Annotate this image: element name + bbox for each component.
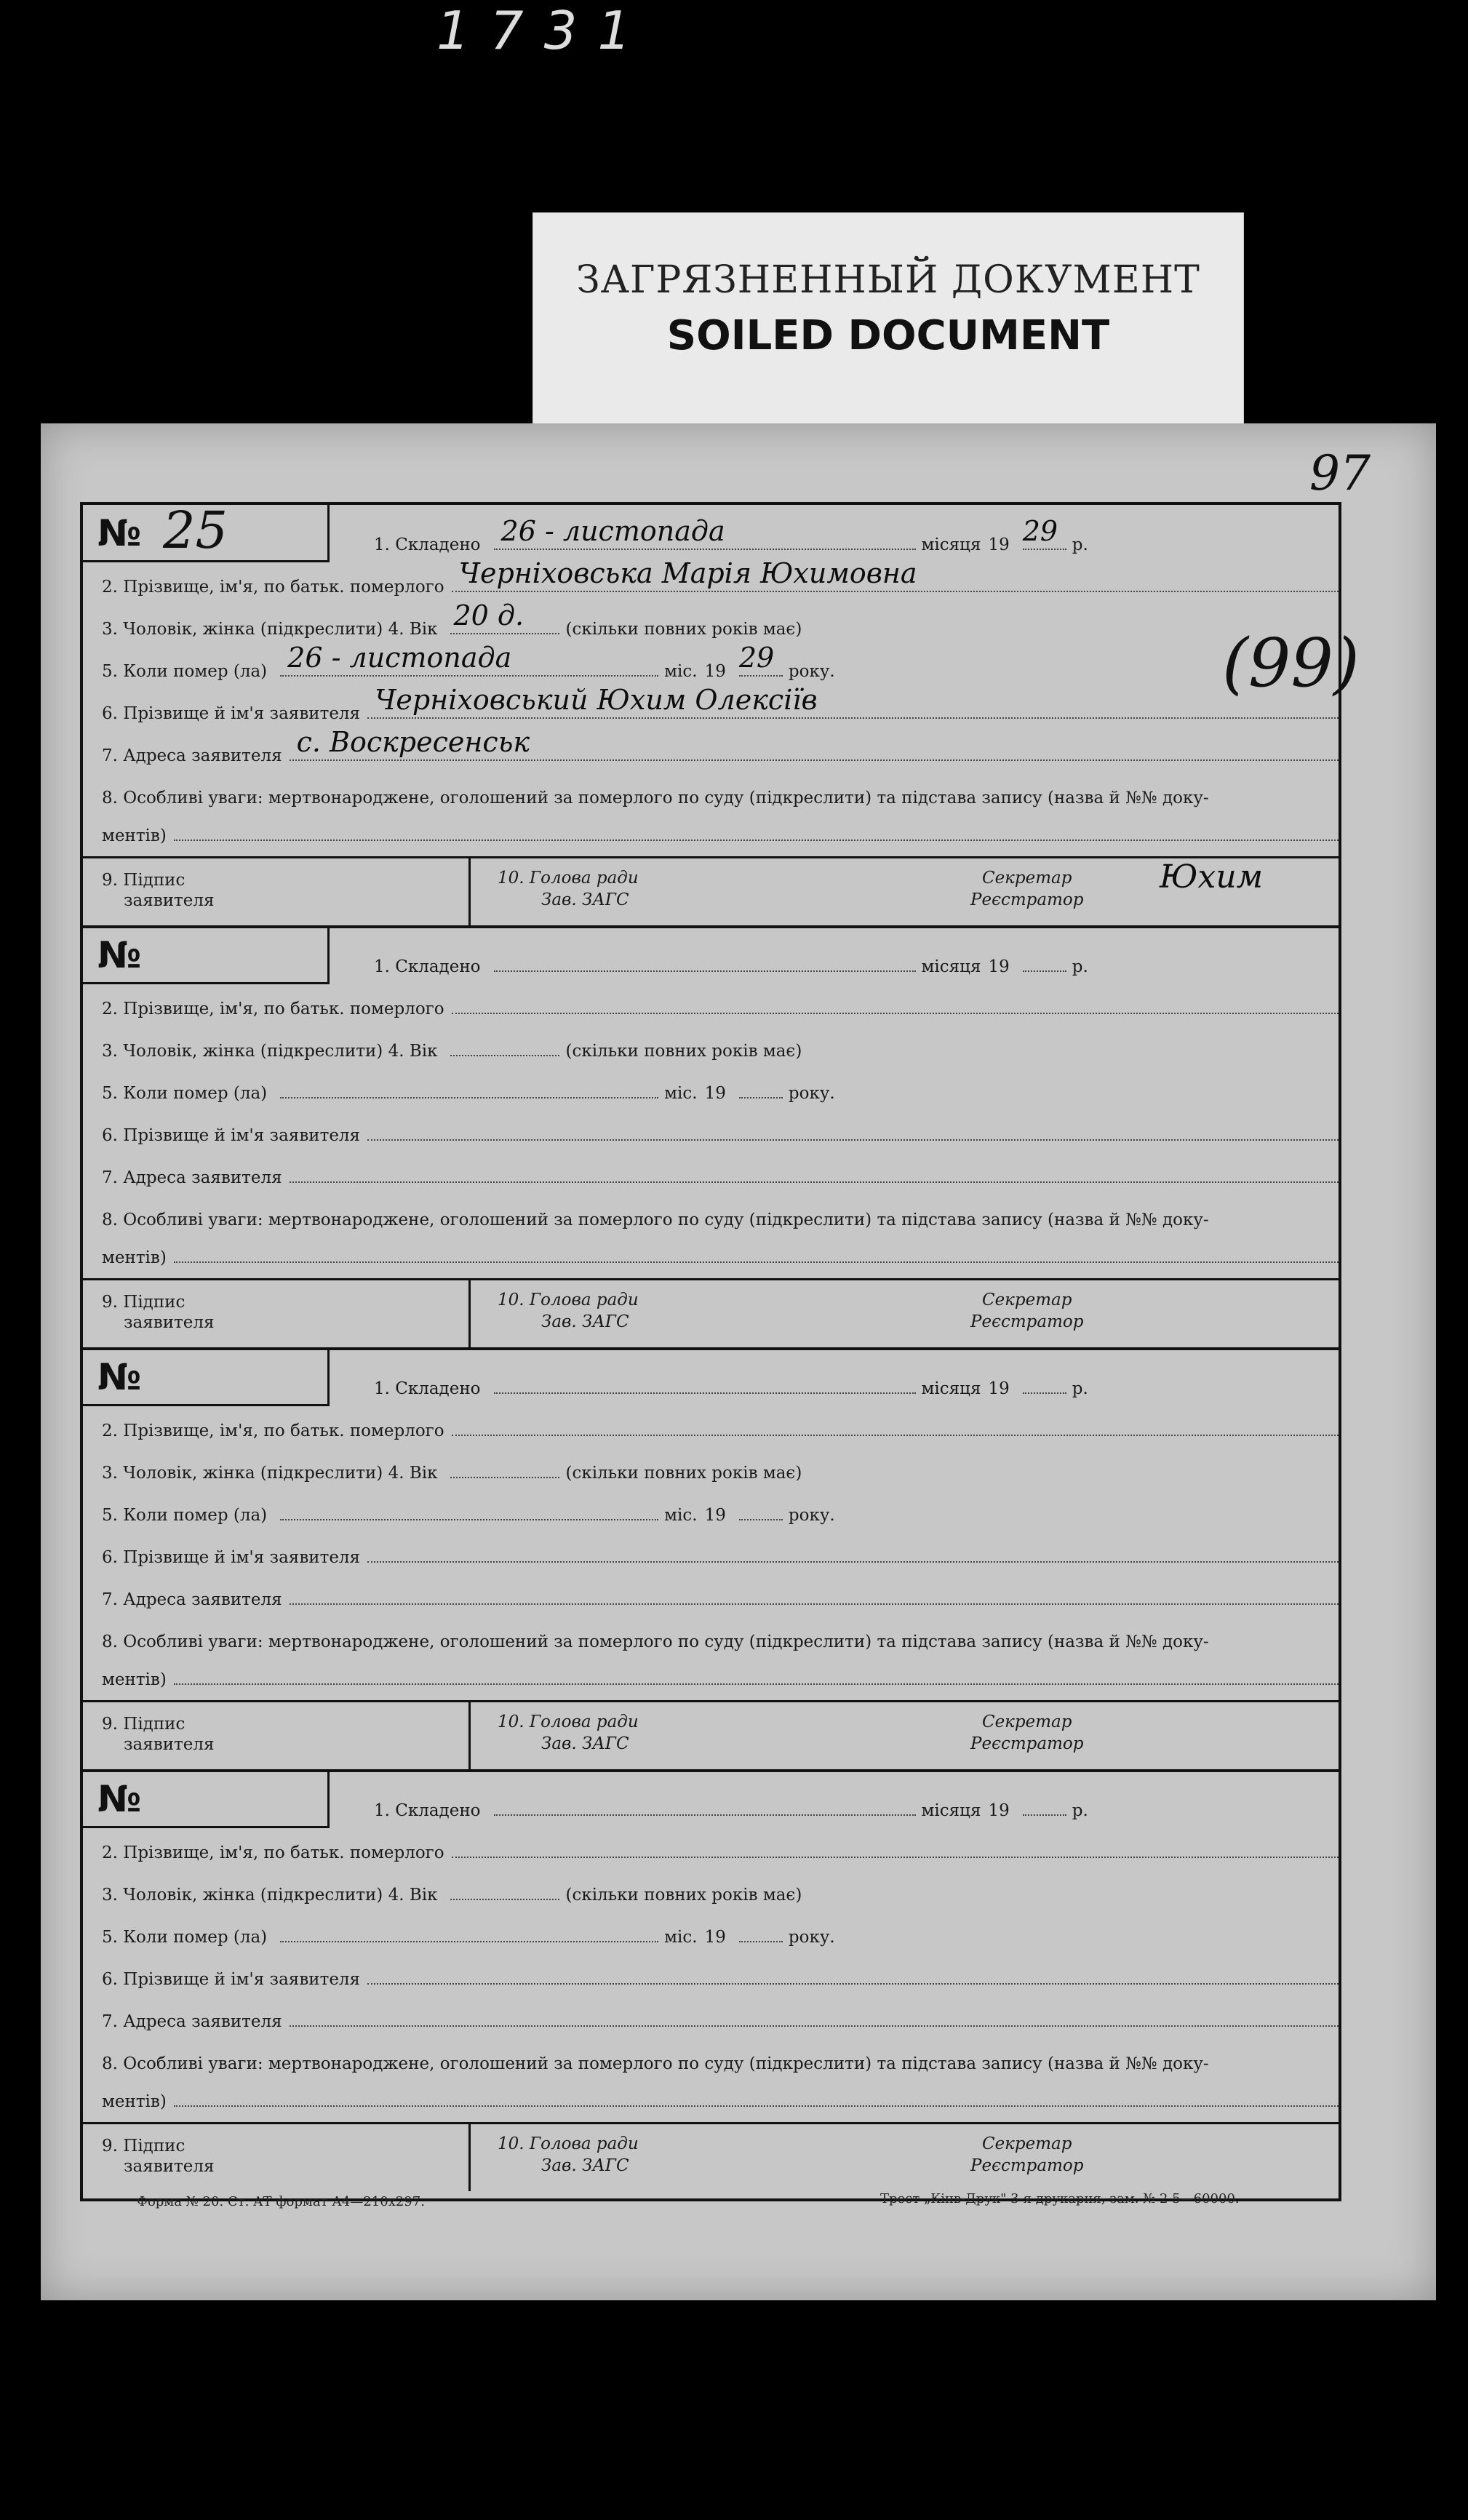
sig-label-1a: 9. Підпис bbox=[102, 2137, 186, 2156]
line-address bbox=[102, 1992, 1339, 2031]
folio-number: 97 bbox=[1309, 445, 1371, 501]
sig-label-1a: 9. Підпис bbox=[102, 1715, 186, 1734]
label-notes: 8. Особливі уваги: мертвонароджене, оголошений за померлого по суду (підкреслити) та підстава запису (назва й №№ доку- bbox=[102, 789, 1209, 808]
label-address: 7. Адреса заявителя bbox=[102, 1590, 282, 1609]
label-r: р. bbox=[1072, 957, 1088, 976]
sig-label-3a: Секретар bbox=[981, 2134, 1072, 2153]
signature-divider bbox=[468, 858, 471, 925]
sig-label-2a: 10. Голова ради bbox=[498, 1291, 639, 1309]
line-address bbox=[102, 1570, 1339, 1609]
line-notes bbox=[102, 1190, 1339, 1229]
label-death-date: 5. Коли помер (ла) bbox=[102, 1084, 268, 1103]
label-age-tail: (скільки повних років має) bbox=[565, 1042, 802, 1061]
head-signature-label bbox=[498, 1289, 639, 1333]
sig-label-2a: 10. Голова ради bbox=[498, 2134, 639, 2153]
film-number: 1731 bbox=[436, 0, 652, 61]
sig-label-1b: заявителя bbox=[124, 2157, 215, 2176]
label-notes-cont: ментів) bbox=[102, 826, 167, 845]
applicant-signature-label bbox=[102, 1714, 215, 1755]
head-signature-label bbox=[498, 2133, 639, 2177]
record-number-box bbox=[83, 501, 330, 562]
label-month: місяця bbox=[921, 1801, 981, 1820]
sig-label-1a: 9. Підпис bbox=[102, 871, 186, 890]
number-sign: № bbox=[97, 1356, 142, 1398]
sig-label-3b: Реєстратор bbox=[970, 890, 1084, 909]
label-roku: року. bbox=[788, 1084, 835, 1103]
sig-label-1b: заявителя bbox=[124, 1313, 215, 1332]
line-sex-age bbox=[102, 599, 1339, 639]
sig-label-1a: 9. Підпис bbox=[102, 1293, 186, 1312]
line-deceased bbox=[102, 557, 1339, 597]
record-number: 25 bbox=[163, 501, 228, 560]
line-address bbox=[102, 1148, 1339, 1187]
line-sex-age bbox=[102, 1865, 1339, 1905]
record-block bbox=[83, 1349, 1339, 1772]
line-notes-cont bbox=[102, 1228, 1339, 1267]
label-mis: міс. bbox=[664, 1084, 698, 1103]
label-sex-age: 3. Чоловік, жінка (підкреслити) 4. Вік bbox=[102, 620, 438, 639]
line-sex-age bbox=[102, 1021, 1339, 1061]
line-notes-cont bbox=[102, 1650, 1339, 1689]
applicant-signature-label bbox=[102, 1292, 215, 1333]
death-date: 26 - листопада bbox=[287, 642, 512, 674]
compiled-year: 29 bbox=[1022, 515, 1058, 547]
registrar-signature-label bbox=[970, 1711, 1083, 1755]
label-roku: року. bbox=[788, 1928, 835, 1947]
label-r: р. bbox=[1072, 1801, 1088, 1820]
label-mis: міс. bbox=[664, 1928, 698, 1947]
signature-divider bbox=[468, 1280, 471, 1347]
signature-row bbox=[83, 1700, 1339, 1769]
sig-label-2b: Зав. ЗАГС bbox=[541, 2156, 629, 2175]
signature-row bbox=[83, 2122, 1339, 2191]
label-year-prefix-2: 19 bbox=[704, 662, 726, 681]
label-deceased: 2. Прізвище, ім'я, по батьк. померлого bbox=[102, 1843, 444, 1862]
label-age-tail: (скільки повних років має) bbox=[565, 1464, 802, 1483]
signature-row bbox=[83, 856, 1339, 925]
label-year-prefix-2: 19 bbox=[704, 1928, 726, 1947]
sig-label-3a: Секретар bbox=[981, 1712, 1072, 1731]
label-month: місяця bbox=[921, 535, 981, 554]
label-death-date: 5. Коли помер (ла) bbox=[102, 662, 268, 681]
sig-label-2a: 10. Голова ради bbox=[498, 1712, 639, 1731]
label-death-date: 5. Коли помер (ла) bbox=[102, 1928, 268, 1947]
label-mis: міс. bbox=[664, 662, 698, 681]
label-month: місяця bbox=[921, 957, 981, 976]
soiled-document-card bbox=[532, 212, 1244, 426]
head-signature-label bbox=[498, 867, 639, 911]
signature-divider bbox=[468, 2124, 471, 2191]
head-signature-label bbox=[498, 1711, 639, 1755]
record-number-box bbox=[83, 927, 330, 984]
label-sex-age: 3. Чоловік, жінка (підкреслити) 4. Вік bbox=[102, 1886, 438, 1905]
label-roku: року. bbox=[788, 1506, 835, 1525]
soiled-label-en: SOILED DOCUMENT bbox=[666, 312, 1110, 359]
label-notes: 8. Особливі уваги: мертвонароджене, оголошений за померлого по суду (підкреслити) та підстава запису (назва й №№ доку- bbox=[102, 1632, 1209, 1651]
line-deceased bbox=[102, 979, 1339, 1018]
label-deceased: 2. Прізвище, ім'я, по батьк. померлого bbox=[102, 578, 444, 597]
line-deceased bbox=[102, 1823, 1339, 1862]
line-death-date bbox=[102, 1486, 1339, 1525]
sig-label-2a: 10. Голова ради bbox=[498, 869, 639, 888]
line-compiled bbox=[374, 937, 1339, 976]
line-declarant bbox=[102, 1106, 1339, 1145]
signature-divider bbox=[468, 1702, 471, 1769]
sig-label-2b: Зав. ЗАГС bbox=[541, 890, 629, 909]
label-year-prefix: 19 bbox=[988, 1379, 1010, 1398]
sig-label-3b: Реєстратор bbox=[970, 1312, 1084, 1331]
label-r: р. bbox=[1072, 535, 1088, 554]
line-notes bbox=[102, 1612, 1339, 1651]
line-death-date bbox=[102, 642, 1339, 681]
applicant-signature-label bbox=[102, 870, 215, 911]
deceased-name: Черніховська Марія Юхимовна bbox=[458, 557, 917, 589]
label-notes: 8. Особливі уваги: мертвонароджене, оголошений за померлого по суду (підкреслити) та підстава запису (назва й №№ доку- bbox=[102, 1211, 1209, 1229]
line-compiled bbox=[374, 1781, 1339, 1820]
signature-row bbox=[83, 1278, 1339, 1347]
line-deceased bbox=[102, 1401, 1339, 1440]
footer-printer: Трест „Кінв-Друк" 3-я друкарня, зам. № 2 5—60000. bbox=[880, 2191, 1240, 2206]
label-declarant: 6. Прізвище й ім'я заявителя bbox=[102, 1970, 361, 1989]
sig-label-3b: Реєстратор bbox=[970, 2156, 1084, 2175]
line-compiled bbox=[374, 1359, 1339, 1398]
label-notes-cont: ментів) bbox=[102, 1248, 167, 1267]
line-notes-cont bbox=[102, 806, 1339, 845]
line-sex-age bbox=[102, 1443, 1339, 1483]
label-compiled: 1. Складено bbox=[374, 1379, 481, 1398]
label-notes-cont: ментів) bbox=[102, 2092, 167, 2111]
line-declarant bbox=[102, 1950, 1339, 1989]
line-notes bbox=[102, 768, 1339, 808]
label-mis: міс. bbox=[664, 1506, 698, 1525]
label-month: місяця bbox=[921, 1379, 981, 1398]
registrar-signature-label bbox=[970, 1289, 1083, 1333]
label-year-prefix-2: 19 bbox=[704, 1084, 726, 1103]
label-notes-cont: ментів) bbox=[102, 1670, 167, 1689]
line-declarant bbox=[102, 684, 1339, 723]
record-number-box bbox=[83, 1771, 330, 1828]
sig-label-1b: заявителя bbox=[124, 891, 215, 910]
label-sex-age: 3. Чоловік, жінка (підкреслити) 4. Вік bbox=[102, 1042, 438, 1061]
label-year-prefix: 19 bbox=[988, 1801, 1010, 1820]
label-deceased: 2. Прізвище, ім'я, по батьк. померлого bbox=[102, 1000, 444, 1018]
line-notes-cont bbox=[102, 2072, 1339, 2111]
line-death-date bbox=[102, 1064, 1339, 1103]
declarant-name: Черніховський Юхим Олексіїв bbox=[375, 684, 818, 716]
label-year-prefix-2: 19 bbox=[704, 1506, 726, 1525]
line-death-date bbox=[102, 1907, 1339, 1947]
label-declarant: 6. Прізвище й ім'я заявителя bbox=[102, 704, 361, 723]
number-sign: № bbox=[97, 934, 142, 976]
registrar-signature: Юхим bbox=[1160, 858, 1264, 896]
line-address bbox=[102, 726, 1339, 765]
label-declarant: 6. Прізвище й ім'я заявителя bbox=[102, 1548, 361, 1567]
label-age-tail: (скільки повних років має) bbox=[565, 1886, 802, 1905]
line-notes bbox=[102, 2034, 1339, 2073]
label-declarant: 6. Прізвище й ім'я заявителя bbox=[102, 1126, 361, 1145]
record-number-box bbox=[83, 1349, 330, 1406]
age: 20 д. bbox=[453, 599, 524, 631]
line-declarant bbox=[102, 1528, 1339, 1567]
sig-label-2b: Зав. ЗАГС bbox=[541, 1312, 629, 1331]
label-age-tail: (скільки повних років має) bbox=[565, 620, 802, 639]
death-year: 29 bbox=[738, 642, 775, 674]
applicant-signature-label bbox=[102, 2136, 215, 2177]
record-block bbox=[83, 501, 1339, 928]
sig-label-3b: Реєстратор bbox=[970, 1734, 1084, 1753]
declarant-address: с. Воскресенськ bbox=[296, 726, 530, 758]
footer-form-code: Форма № 20. Ст. АТ формат А4—210х297. bbox=[137, 2194, 425, 2209]
label-year-prefix: 19 bbox=[988, 957, 1010, 976]
label-compiled: 1. Складено bbox=[374, 535, 481, 554]
sig-label-1b: заявителя bbox=[124, 1735, 215, 1754]
sig-label-3a: Секретар bbox=[981, 1291, 1072, 1309]
side-mark: (99) bbox=[1222, 624, 1360, 702]
label-address: 7. Адреса заявителя bbox=[102, 2012, 282, 2031]
compiled-date: 26 - листопада bbox=[500, 515, 725, 547]
label-sex-age: 3. Чоловік, жінка (підкреслити) 4. Вік bbox=[102, 1464, 438, 1483]
soiled-label-ru: ЗАГРЯЗНЕННЫЙ ДОКУМЕНТ bbox=[576, 258, 1200, 302]
record-block bbox=[83, 927, 1339, 1350]
number-sign: № bbox=[97, 1778, 142, 1820]
death-record-form bbox=[80, 502, 1341, 2201]
label-roku: року. bbox=[788, 662, 835, 681]
sig-label-3a: Секретар bbox=[981, 869, 1072, 888]
line-compiled bbox=[374, 515, 1339, 554]
label-r: р. bbox=[1072, 1379, 1088, 1398]
label-year-prefix: 19 bbox=[988, 535, 1010, 554]
label-address: 7. Адреса заявителя bbox=[102, 1168, 282, 1187]
label-notes: 8. Особливі уваги: мертвонароджене, оголошений за померлого по суду (підкреслити) та підстава запису (назва й №№ доку- bbox=[102, 2054, 1209, 2073]
label-address: 7. Адреса заявителя bbox=[102, 746, 282, 765]
label-compiled: 1. Складено bbox=[374, 1801, 481, 1820]
label-compiled: 1. Складено bbox=[374, 957, 481, 976]
number-sign: № bbox=[97, 512, 142, 554]
record-block bbox=[83, 1771, 1339, 2191]
label-deceased: 2. Прізвище, ім'я, по батьк. померлого bbox=[102, 1422, 444, 1440]
registrar-signature-label bbox=[970, 867, 1083, 911]
label-death-date: 5. Коли помер (ла) bbox=[102, 1506, 268, 1525]
sig-label-2b: Зав. ЗАГС bbox=[541, 1734, 629, 1753]
registrar-signature-label bbox=[970, 2133, 1083, 2177]
